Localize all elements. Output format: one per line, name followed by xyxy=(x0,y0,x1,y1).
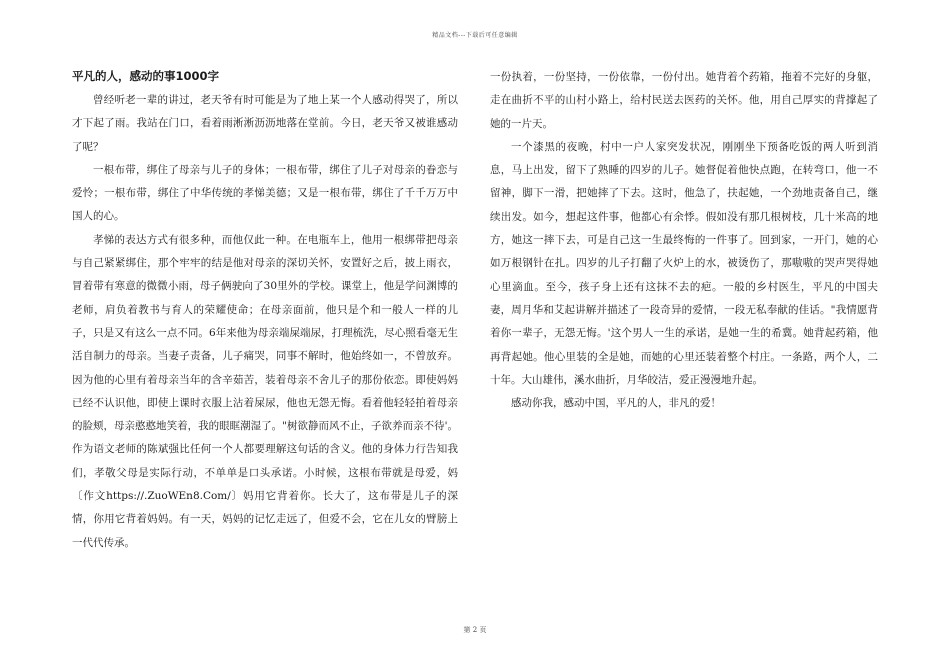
page-header: 精品文档---下载后可任意编辑 xyxy=(432,32,518,39)
paragraph-night-story: 一个漆黑的夜晚，村中一户人家突发状况，刚刚坐下预备吃饭的两人听到消息，马上出发，留下了熟睡的四岁的儿子。她督促着他快点跑，在转弯口，他一不留神，脚下一滑，把她摔了下去。这时，他急了，扶起她，一个劲地责备自己，继续出发。如今，想起这件事，他都心有余悸。假如没有那几根树枝，几十米高的地方，她这一摔下去，可是自己这一生最终悔的一件事了。回到家，一开门，她的心如万根钢针在扎。四岁的儿子打翻了火炉上的水，被烫伤了，那嗷嗷的哭声哭得她心里滴血。至今，孩子身上还有这抹不去的疤。一般的乡村医生，平凡的中国夫妻，周月华和艾起讲解并描述了一段奇异的爱情，一段无私奉献的佳话。"我情愿背着你一辈子，无怨无悔。'这个男人一生的承诺，是她一生的希冀。她背起药箱，他再背起她。他心里装的全是她，而她的心里还装着整个村庄。一条路，两个人，二十年。大山雄伟，溪水曲折，月华皎洁，爱正漫漫地升起。 xyxy=(490,140,878,386)
paragraph-cloth-belt: 一根布带，绑住了母亲与儿子的身体；一根布带，绑住了儿子对母亲的眷恋与爱怜；一根布带，绑住了中华传统的孝悌美德；又是一根布带，绑住了千千万万中国人的心。 xyxy=(72,163,458,223)
paragraph-intro: 曾经听老一辈的讲过，老天爷有时可能是为了地上某一个人感动得哭了，所以才下起了雨。我站在门口，看着雨淅淅沥沥地落在堂前。今日，老天爷又被谁感动了呢？ xyxy=(72,94,458,153)
paragraph-continuation: 一份执着，一份坚持，一份依靠，一份付出。她背着个药箱，拖着不完好的身躯，走在曲折不平的山村小路上，给村民送去医药的关怀。他，用自己厚实的背撑起了她的一片天。 xyxy=(490,71,878,130)
page-number: 第 2 页 xyxy=(463,626,487,634)
paragraph-filial-story: 孝悌的表达方式有很多种，而他仅此一种。在电瓶车上，他用一根绑带把母亲与自己紧紧绑住，那个牢牢的结是他对母亲的深切关怀，安置好之后，披上雨衣，冒着带有寒意的微微小雨，母子俩驶向了30里外的学校。课堂上，他是学问渊博的老师，肩负着教书与育人的荣耀使命；在母亲面前，他只是个和一般人一样的儿子，只是又有这么一点不同。6年来他为母亲端屎端尿，打理梳洗，尽心照看毫无生活自制力的母亲。当妻子责备，儿子痛哭，同事不解时，他始终如一，不曾放弃。因为他的心里有着母亲当年的含辛茹苦，装着母亲不舍儿子的那份依恋。即使妈妈已经不认识他，即使上课时衣服上沾着屎尿，他也无怨无悔。看着他轻轻拍着母亲的脸颊，母亲憨憨地笑着，我的眼眶潮湿了。"树欲静而风不止，子欲养而亲不待'。作为语文老师的陈斌强比任何一个人都要理解这句话的含义。他的身体力行告知我们，孝敬父母是实际行动，不单单是口头承诺。小时候，这根布带就是母爱，妈〔作文https://.ZuoWEn8.Com/〕妈用它背着你。长大了，这布带是儿子的深情，你用它背着妈妈。有一天，妈妈的记忆走远了，但爱不会，它在儿女的臂膀上一代代传承。 xyxy=(72,233,458,549)
right-column xyxy=(490,66,878,415)
article-title: 平凡的人，感动的事1000字 xyxy=(72,69,220,83)
left-column xyxy=(72,66,458,555)
paragraph-closing: 感动你我，感动中国，平凡的人，非凡的爱！ xyxy=(511,397,721,410)
